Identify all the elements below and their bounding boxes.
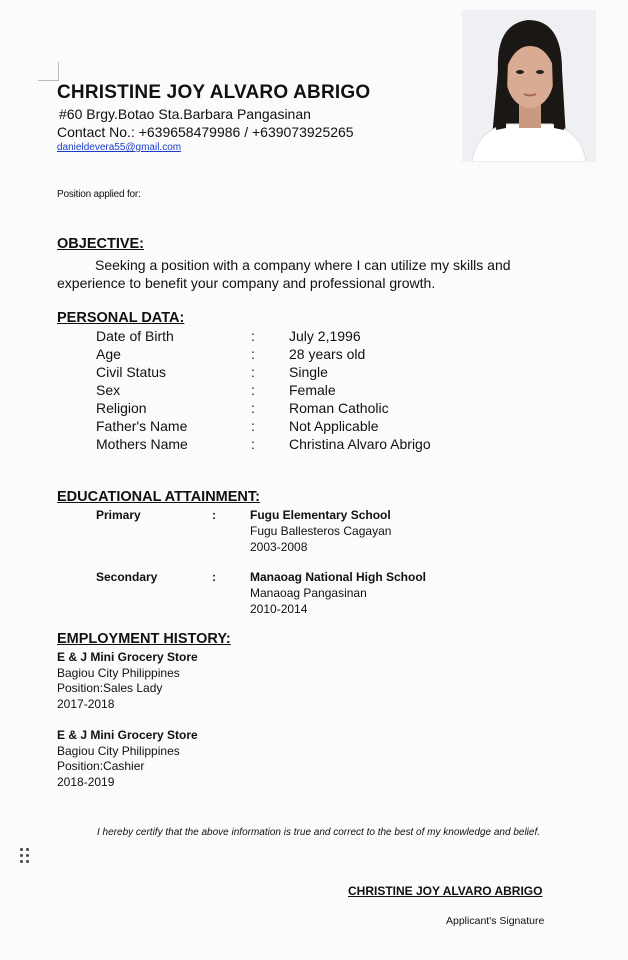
education-years: 2003-2008: [250, 540, 308, 554]
job-company: E & J Mini Grocery Store: [57, 728, 198, 742]
portrait-image: [462, 10, 596, 162]
job-entry: [57, 728, 198, 790]
personal-row-mother: [0, 436, 628, 454]
employment-heading: EMPLOYMENT HISTORY:: [57, 631, 231, 647]
crop-mark: [38, 62, 59, 81]
row-colon: :: [251, 364, 255, 380]
row-label: Civil Status: [96, 364, 167, 380]
education-location: Manaoag Pangasinan: [250, 586, 367, 600]
contact-numbers: Contact No.: +639658479986 / +639073925265: [57, 124, 354, 140]
objective-body: Seeking a position with a company where I can utilize my skills and experience to benefit your company and professional growth.: [57, 257, 511, 291]
job-location: Bagiou City Philippines: [57, 743, 180, 758]
row-label: Mothers Name: [96, 436, 188, 452]
email-link[interactable]: danieldevera55@gmail.com: [57, 142, 182, 153]
row-label: Sex: [96, 382, 121, 398]
job-years: 2018-2019: [57, 774, 115, 789]
personal-row-civil-status: [0, 364, 628, 382]
row-value: Roman Catholic: [289, 400, 389, 416]
row-colon: :: [251, 400, 255, 416]
education-location: Fugu Ballesteros Cagayan: [250, 524, 392, 538]
job-company: E & J Mini Grocery Store: [57, 650, 198, 664]
education-colon: :: [212, 570, 216, 584]
row-label: Religion: [96, 400, 147, 416]
personal-row-father: [0, 418, 628, 436]
personal-row-birthdate: [0, 328, 628, 346]
applicant-photo: [462, 10, 596, 162]
row-value: 28 years old: [289, 346, 366, 362]
personal-row-religion: [0, 400, 628, 418]
signature-name: CHRISTINE JOY ALVARO ABRIGO: [348, 884, 543, 898]
education-heading: EDUCATIONAL ATTAINMENT:: [57, 489, 260, 505]
row-value: Christina Alvaro Abrigo: [289, 436, 431, 452]
row-label: Age: [96, 346, 121, 362]
education-colon: :: [212, 508, 216, 522]
job-location: Bagiou City Philippines: [57, 665, 180, 680]
personal-row-age: [0, 346, 628, 364]
job-position: Position:Cashier: [57, 759, 145, 773]
row-label: Father's Name: [96, 418, 188, 434]
applicant-name: CHRISTINE JOY ALVARO ABRIGO: [57, 82, 371, 103]
row-value: July 2,1996: [289, 328, 361, 344]
objective-heading: OBJECTIVE:: [57, 236, 145, 252]
certification: [57, 826, 557, 840]
education-school: Fugu Elementary School: [250, 508, 391, 522]
education-level: Secondary: [96, 570, 158, 584]
drag-handle-icon[interactable]: [20, 848, 30, 868]
row-value: Single: [289, 364, 328, 380]
education-school: Manaoag National High School: [250, 570, 427, 584]
education-years: 2010-2014: [250, 602, 308, 616]
row-colon: :: [251, 328, 255, 344]
certification-text: I hereby certify that the above information is true and correct to the best of my knowledge and belief.: [97, 827, 541, 838]
row-label: Date of Birth: [96, 328, 174, 344]
job-years: 2017-2018: [57, 696, 115, 711]
row-value: Female: [289, 382, 336, 398]
education-level: Primary: [96, 508, 141, 522]
address: #60 Brgy.Botao Sta.Barbara Pangasinan: [59, 106, 311, 122]
job-position: Position:Sales Lady: [57, 681, 163, 695]
objective-text: [57, 256, 557, 292]
personal-row-sex: [0, 382, 628, 400]
position-applied: Position applied for:: [57, 189, 141, 200]
row-value: Not Applicable: [289, 418, 379, 434]
personal-data-heading: PERSONAL DATA:: [57, 310, 185, 326]
row-colon: :: [251, 382, 255, 398]
signature-label: Applicant's Signature: [446, 915, 545, 927]
job-entry: [57, 650, 198, 712]
row-colon: :: [251, 436, 255, 452]
row-colon: :: [251, 346, 255, 362]
row-colon: :: [251, 418, 255, 434]
